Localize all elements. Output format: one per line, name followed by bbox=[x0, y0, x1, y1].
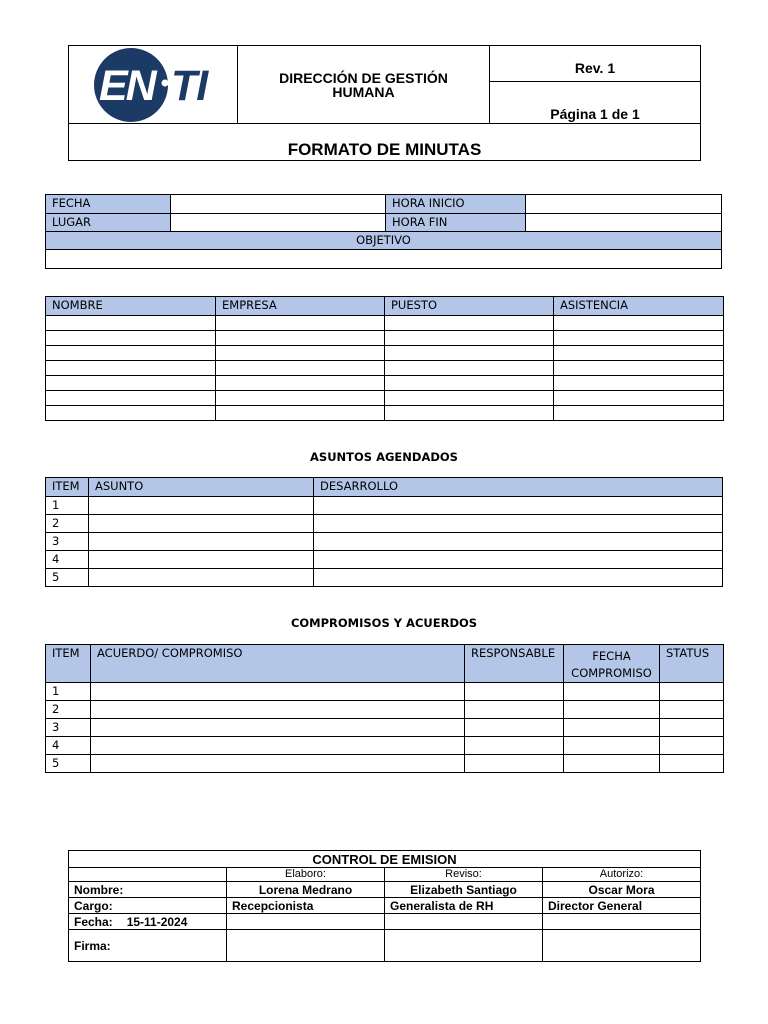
table-row: 4 bbox=[46, 737, 724, 755]
document-header bbox=[68, 45, 701, 161]
col-company-header: EMPRESA bbox=[216, 297, 385, 316]
col-attendance-header: ASISTENCIA bbox=[554, 297, 724, 316]
col-item-header: ITEM bbox=[46, 478, 89, 497]
objective-field[interactable] bbox=[46, 250, 722, 269]
table-row: 5 bbox=[46, 755, 724, 773]
position-label: Cargo: bbox=[69, 898, 227, 914]
attendees-table bbox=[45, 296, 724, 421]
prepared-by-label: Elaboro: bbox=[227, 868, 385, 882]
date-label: FECHA bbox=[46, 195, 171, 214]
issuance-control-table bbox=[68, 850, 701, 962]
authorized-by-name: Oscar Mora bbox=[543, 882, 701, 898]
place-label: LUGAR bbox=[46, 214, 171, 232]
table-row: 5 bbox=[46, 569, 723, 587]
table-row: 2 bbox=[46, 515, 723, 533]
signature-label: Firma: bbox=[69, 930, 227, 962]
svg-text:TI: TI bbox=[171, 61, 208, 110]
place-field[interactable] bbox=[171, 214, 386, 232]
control-title: CONTROL DE EMISION bbox=[69, 851, 701, 868]
end-time-label: HORA FIN bbox=[386, 214, 526, 232]
col-item-header: ITEM bbox=[46, 645, 91, 683]
table-row bbox=[46, 391, 724, 406]
meeting-info-table bbox=[45, 194, 722, 269]
table-row bbox=[46, 406, 724, 421]
table-row: 3 bbox=[46, 719, 724, 737]
col-development-header: DESARROLLO bbox=[314, 478, 723, 497]
table-row: 1 bbox=[46, 683, 724, 701]
agreements-table bbox=[45, 644, 724, 773]
table-row bbox=[46, 376, 724, 391]
logo-cell bbox=[69, 46, 238, 124]
table-row bbox=[46, 331, 724, 346]
reviewed-by-name: Elizabeth Santiago bbox=[385, 882, 543, 898]
reviewed-by-label: Reviso: bbox=[385, 868, 543, 882]
col-name-header: NOMBRE bbox=[46, 297, 216, 316]
table-row: 4 bbox=[46, 551, 723, 569]
col-position-header: PUESTO bbox=[385, 297, 554, 316]
table-row: 2 bbox=[46, 701, 724, 719]
prepared-by-name: Lorena Medrano bbox=[227, 882, 385, 898]
col-status-header: STATUS bbox=[660, 645, 724, 683]
reviewed-by-signature[interactable] bbox=[385, 930, 543, 962]
table-row: 3 bbox=[46, 533, 723, 551]
page-number: Página 1 de 1 bbox=[490, 82, 701, 124]
issue-date: 15-11-2024 bbox=[126, 914, 188, 929]
start-time-label: HORA INICIO bbox=[386, 195, 526, 214]
agenda-title: ASUNTOS AGENDADOS bbox=[310, 450, 458, 464]
agenda-table bbox=[45, 477, 723, 587]
col-commitment-date-header: FECHA COMPROMISO bbox=[564, 645, 660, 683]
reviewed-by-position: Generalista de RH bbox=[385, 898, 543, 914]
authorized-by-label: Autorizo: bbox=[543, 868, 701, 882]
col-responsible-header: RESPONSABLE bbox=[465, 645, 564, 683]
table-row bbox=[46, 316, 724, 331]
col-agreement-header: ACUERDO/ COMPROMISO bbox=[91, 645, 465, 683]
prepared-by-signature[interactable] bbox=[227, 930, 385, 962]
agreements-title: COMPROMISOS Y ACUERDOS bbox=[290, 616, 478, 630]
start-time-field[interactable] bbox=[526, 195, 722, 214]
svg-text:EN: EN bbox=[99, 61, 155, 110]
department-title: DIRECCIÓN DE GESTIÓN HUMANA bbox=[238, 46, 490, 124]
company-logo bbox=[93, 46, 213, 124]
col-subject-header: ASUNTO bbox=[89, 478, 314, 497]
authorized-by-signature[interactable] bbox=[543, 930, 701, 962]
end-time-field[interactable] bbox=[526, 214, 722, 232]
document-title: FORMATO DE MINUTAS bbox=[69, 124, 701, 161]
table-row: 1 bbox=[46, 497, 723, 515]
date-row-label: Fecha: 15-11-2024 bbox=[69, 914, 227, 930]
authorized-by-position: Director General bbox=[543, 898, 701, 914]
table-row bbox=[46, 361, 724, 376]
revision-label: Rev. 1 bbox=[490, 46, 701, 82]
name-label: Nombre: bbox=[69, 882, 227, 898]
objective-label: OBJETIVO bbox=[46, 232, 722, 250]
date-field[interactable] bbox=[171, 195, 386, 214]
table-row bbox=[46, 346, 724, 361]
prepared-by-position: Recepcionista bbox=[227, 898, 385, 914]
